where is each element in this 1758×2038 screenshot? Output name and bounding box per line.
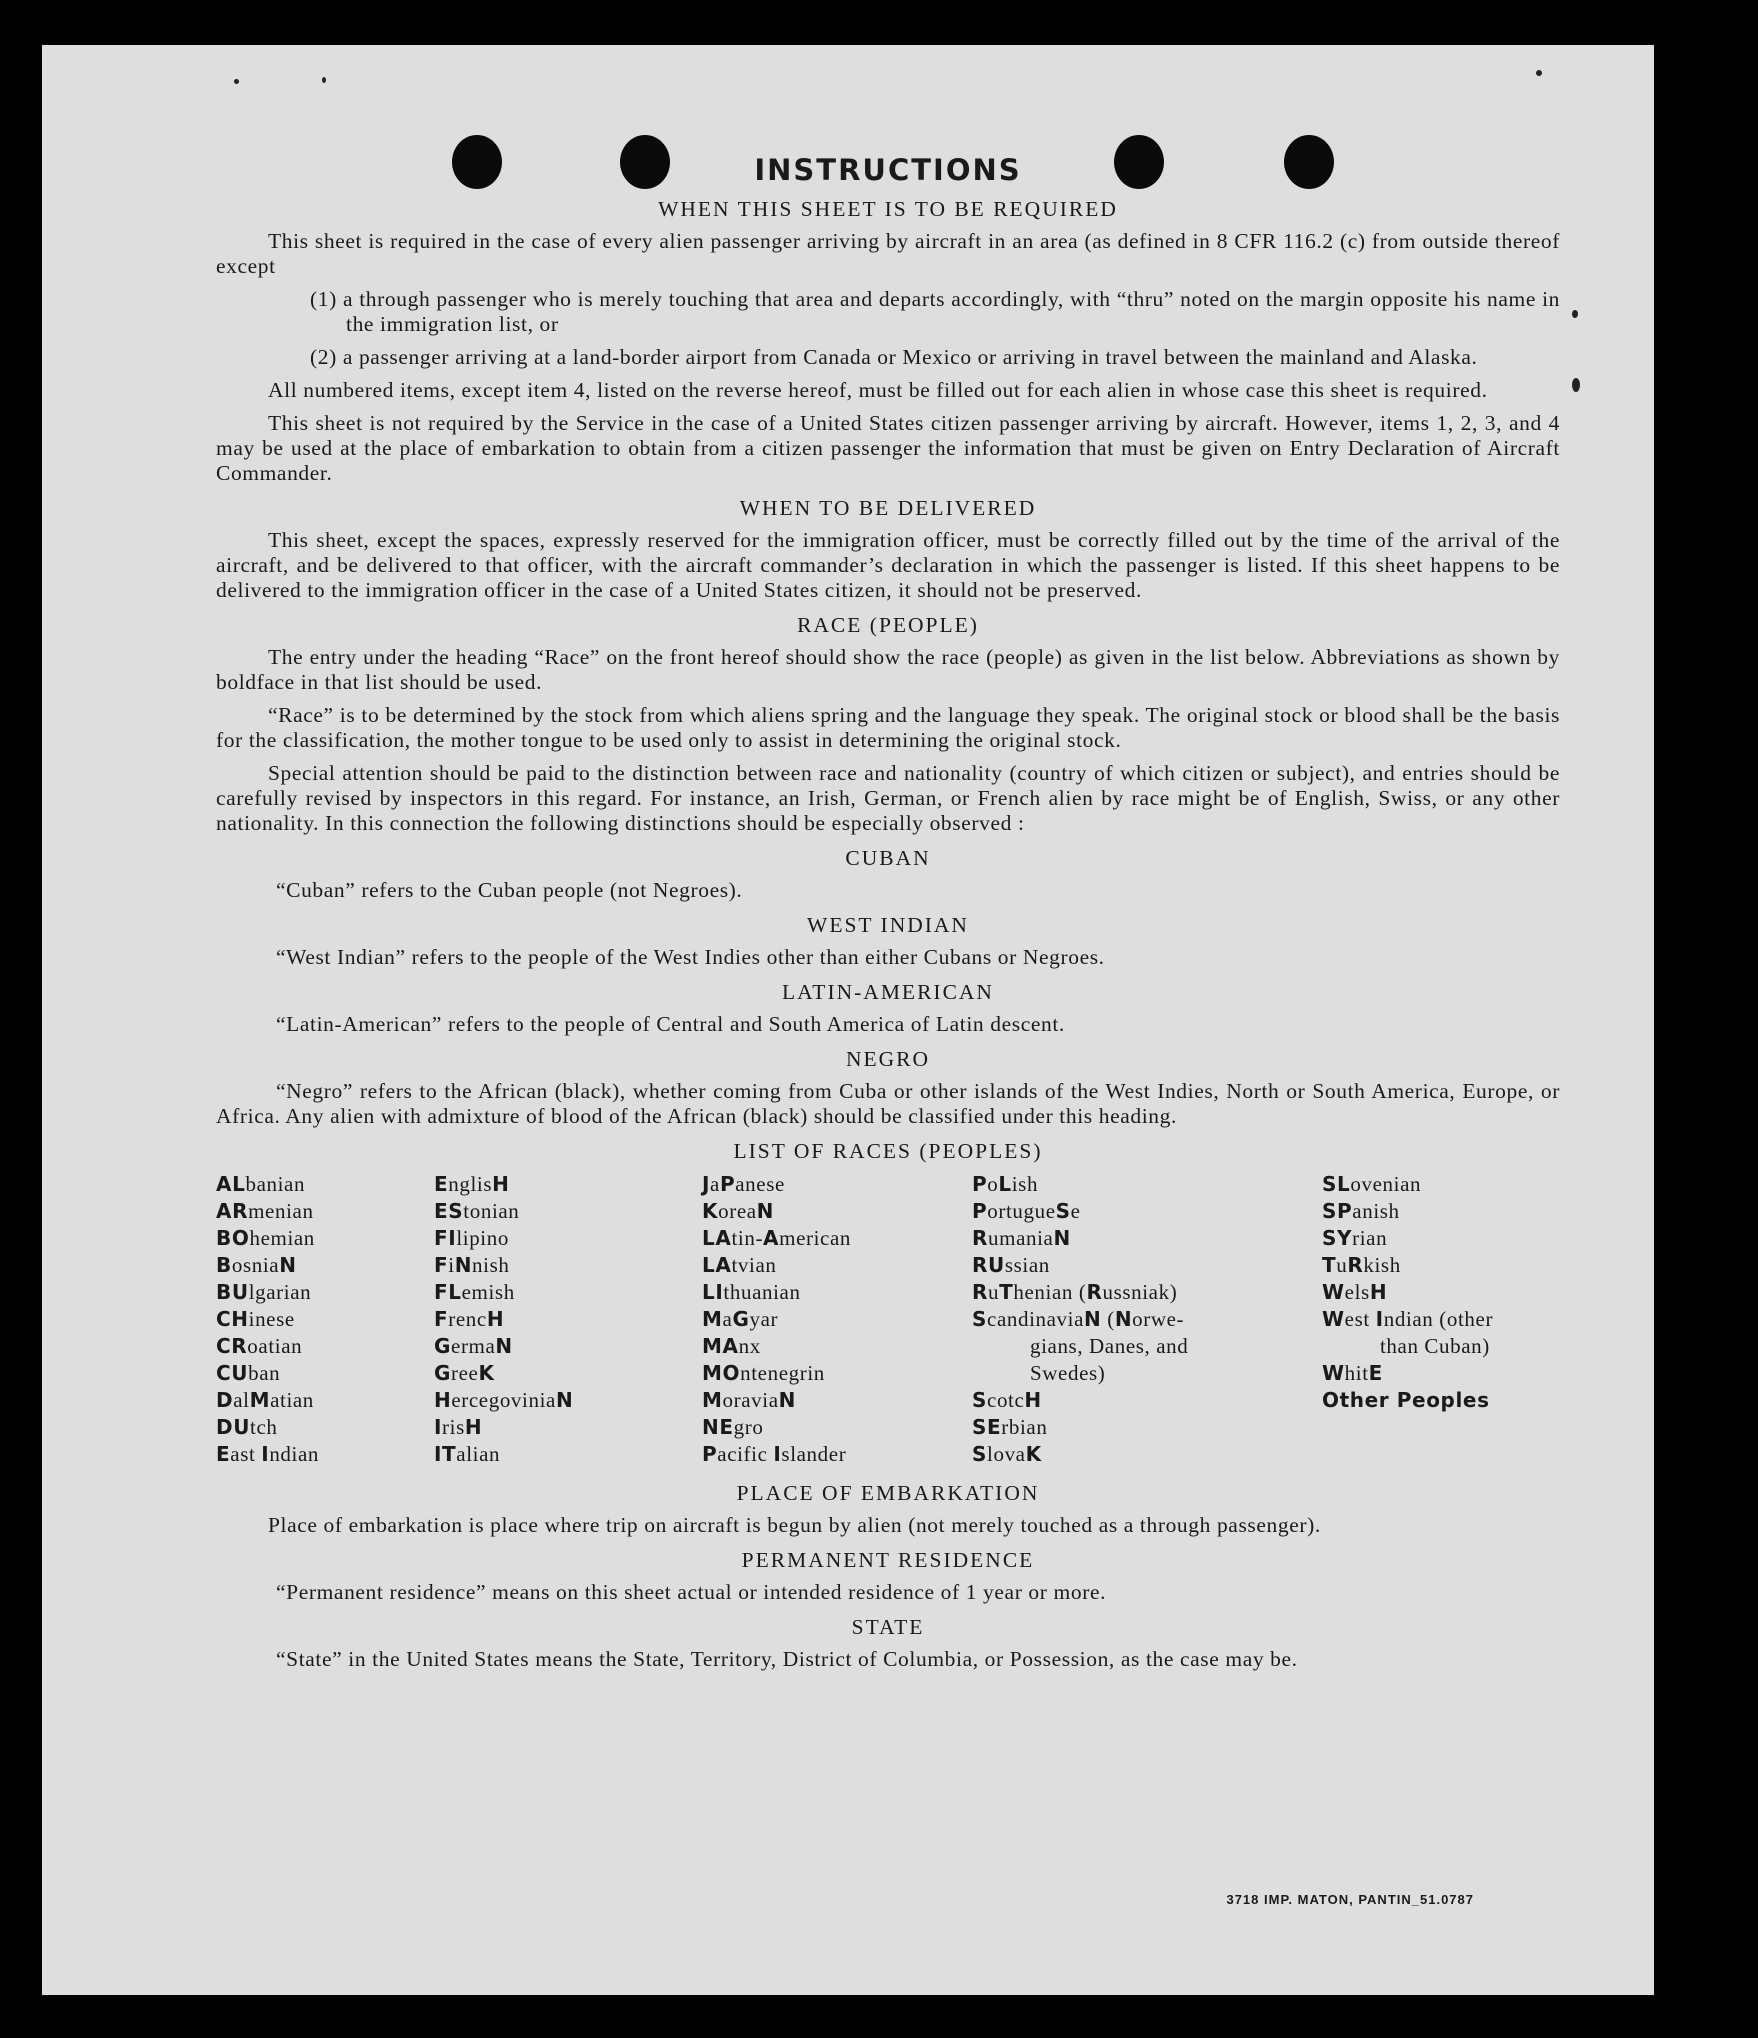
race-entry: DalMatian bbox=[216, 1388, 314, 1412]
race-entry: JaPanese bbox=[702, 1172, 785, 1196]
speck-mark bbox=[1536, 70, 1542, 76]
section-heading: PERMANENT RESIDENCE bbox=[741, 1548, 1035, 1572]
race-entry: Swedes) bbox=[1030, 1361, 1106, 1385]
section-heading: CUBAN bbox=[845, 846, 931, 870]
race-entry: WhitE bbox=[1322, 1361, 1383, 1385]
race-entry: LAtvian bbox=[702, 1253, 777, 1277]
race-entry: MoraviaN bbox=[702, 1388, 796, 1412]
paragraph: Special attention should be paid to the distinction between race and nationality (country of which citizen or subject), and entries should be carefully revised by inspectors in this regard. For instance, an Irish, German, or French alien by race might be of English, Swiss, or any other nationality. In this connection the following distinctions should be especially observed : bbox=[216, 761, 1560, 835]
race-entry: FiNnish bbox=[434, 1253, 510, 1277]
race-entry: Pacific Islander bbox=[702, 1442, 847, 1466]
speck-mark bbox=[322, 77, 326, 83]
speck-mark bbox=[234, 79, 239, 84]
race-entry: RumaniaN bbox=[972, 1226, 1071, 1250]
race-entry: ITalian bbox=[434, 1442, 501, 1466]
race-column bbox=[972, 1171, 1188, 1468]
race-entry: SlovaK bbox=[972, 1442, 1042, 1466]
paragraph: “Race” is to be determined by the stock from which aliens spring and the language they speak. The original stock or blood shall be the basis for the classification, the mother tongue to be used only to assist in determining the original stock. bbox=[216, 703, 1560, 752]
section-heading: WEST INDIAN bbox=[807, 913, 969, 937]
race-column bbox=[216, 1171, 319, 1468]
section-heading: LATIN-AMERICAN bbox=[782, 980, 994, 1004]
paragraph: This sheet is required in the case of every alien passenger arriving by aircraft in an area (as defined in 8 CFR 116.2 (c) from outside thereof except bbox=[216, 229, 1560, 278]
paragraph: “Cuban” refers to the Cuban people (not Negroes). bbox=[276, 878, 743, 902]
race-entry: MOntenegrin bbox=[702, 1361, 825, 1385]
instructions-body bbox=[216, 153, 1560, 1680]
speck-mark bbox=[1572, 310, 1578, 318]
race-entry: LAtin-American bbox=[702, 1226, 851, 1250]
race-entry: SLovenian bbox=[1322, 1172, 1422, 1196]
race-entry: BOhemian bbox=[216, 1226, 315, 1250]
section-heading: RACE (PEOPLE) bbox=[797, 613, 979, 637]
race-entry: PortugueSe bbox=[972, 1199, 1081, 1223]
page-title: INSTRUCTIONS bbox=[754, 153, 1022, 187]
speck-mark bbox=[1572, 378, 1580, 392]
paragraph: “State” in the United States means the State, Territory, District of Columbia, or Possession, as the case may be. bbox=[276, 1647, 1298, 1671]
race-list bbox=[216, 1171, 1560, 1471]
race-entry: gians, Danes, and bbox=[1030, 1334, 1189, 1358]
race-entry: MAnx bbox=[702, 1334, 761, 1358]
paragraph: This sheet is not required by the Service in the case of a United States citizen passenger arriving by aircraft. However, items 1, 2, 3, and 4 may be used at the place of embarkation to obtain from a citizen passenger the information that must be given on Entry Declaration of Aircraft Commander. bbox=[216, 411, 1560, 485]
race-entry: KoreaN bbox=[702, 1199, 774, 1223]
paragraph: “Latin-American” refers to the people of Central and South America of Latin descent. bbox=[276, 1012, 1065, 1036]
paragraph: “Negro” refers to the African (black), whether coming from Cuba or other islands of the West Indies, North or South America, Europe, or Africa. Any alien with admixture of blood of the African (black) should be classified under this heading. bbox=[216, 1079, 1560, 1128]
race-entry: NEgro bbox=[702, 1415, 764, 1439]
race-entry: CUban bbox=[216, 1361, 281, 1385]
race-entry: BosniaN bbox=[216, 1253, 297, 1277]
race-entry: TuRkish bbox=[1322, 1253, 1401, 1277]
document-page bbox=[42, 45, 1654, 1995]
race-column bbox=[1322, 1171, 1493, 1414]
paragraph: “Permanent residence” means on this sheet actual or intended residence of 1 year or more. bbox=[276, 1580, 1107, 1604]
race-entry: Other Peoples bbox=[1322, 1388, 1490, 1412]
race-entry: SPanish bbox=[1322, 1199, 1400, 1223]
race-entry: ALbanian bbox=[216, 1172, 306, 1196]
race-entry: SYrian bbox=[1322, 1226, 1388, 1250]
races-heading: LIST OF RACES (PEOPLES) bbox=[733, 1139, 1043, 1163]
race-entry: ARmenian bbox=[216, 1199, 314, 1223]
section-heading: STATE bbox=[851, 1615, 925, 1639]
race-entry: SErbian bbox=[972, 1415, 1048, 1439]
race-entry: WelsH bbox=[1322, 1280, 1388, 1304]
race-entry: IrisH bbox=[434, 1415, 483, 1439]
race-entry: than Cuban) bbox=[1380, 1334, 1490, 1358]
paragraph: This sheet, except the spaces, expressly reserved for the immigration officer, must be correctly filled out by the time of the arrival of the aircraft, and be delivered to that officer, with the aircraft commander’s declaration in which the passenger is listed. If this sheet happens to be delivered to the immigration officer in the case of a United States citizen, it should not be preserved. bbox=[216, 528, 1560, 602]
race-entry: FLemish bbox=[434, 1280, 515, 1304]
race-entry: ScotcH bbox=[972, 1388, 1042, 1412]
race-entry: PoLish bbox=[972, 1172, 1039, 1196]
race-entry: LIthuanian bbox=[702, 1280, 801, 1304]
list-item: (2) a passenger arriving at a land-border airport from Canada or Mexico or arriving in travel between the mainland and Alaska. bbox=[310, 345, 1478, 369]
race-entry: RUssian bbox=[972, 1253, 1050, 1277]
race-entry: MaGyar bbox=[702, 1307, 779, 1331]
printer-imprint: 3718 IMP. MATON, PANTIN_51.0787 bbox=[1226, 1892, 1474, 1907]
race-entry: EnglisH bbox=[434, 1172, 510, 1196]
paragraph: The entry under the heading “Race” on the front hereof should show the race (people) as given in the list below. Abbreviations as shown by boldface in that list should be used. bbox=[216, 645, 1560, 694]
race-entry: EStonian bbox=[434, 1199, 520, 1223]
race-entry: West Indian (other bbox=[1322, 1307, 1494, 1331]
race-entry: GermaN bbox=[434, 1334, 513, 1358]
paragraph: All numbered items, except item 4, listed on the reverse hereof, must be filled out for each alien in whose case this sheet is required. bbox=[268, 378, 1488, 402]
paragraph: “West Indian” refers to the people of the West Indies other than either Cubans or Negroes. bbox=[276, 945, 1105, 969]
section-heading: WHEN TO BE DELIVERED bbox=[739, 496, 1037, 520]
section-heading: PLACE OF EMBARKATION bbox=[736, 1481, 1040, 1505]
race-entry: HercegoviniaN bbox=[434, 1388, 574, 1412]
section-heading: WHEN THIS SHEET IS TO BE REQUIRED bbox=[658, 197, 1118, 221]
race-entry: BUlgarian bbox=[216, 1280, 312, 1304]
race-column bbox=[434, 1171, 573, 1468]
race-entry: GreeK bbox=[434, 1361, 495, 1385]
race-entry: East Indian bbox=[216, 1442, 319, 1466]
race-entry: FIlipino bbox=[434, 1226, 509, 1250]
race-entry: DUtch bbox=[216, 1415, 278, 1439]
race-entry: FrencH bbox=[434, 1307, 505, 1331]
section-heading: NEGRO bbox=[845, 1047, 931, 1071]
race-column bbox=[702, 1171, 851, 1468]
list-item: (1) a through passenger who is merely touching that area and departs accordingly, with “thru” noted on the margin opposite his name in the immigration list, or bbox=[310, 287, 1560, 336]
race-entry: CRoatian bbox=[216, 1334, 303, 1358]
paragraph: Place of embarkation is place where trip on aircraft is begun by alien (not merely touched as a through passenger). bbox=[268, 1513, 1321, 1537]
race-entry: RuThenian (Russniak) bbox=[972, 1280, 1178, 1304]
race-entry: CHinese bbox=[216, 1307, 295, 1331]
race-entry: ScandinaviaN (Norwe- bbox=[972, 1307, 1185, 1331]
